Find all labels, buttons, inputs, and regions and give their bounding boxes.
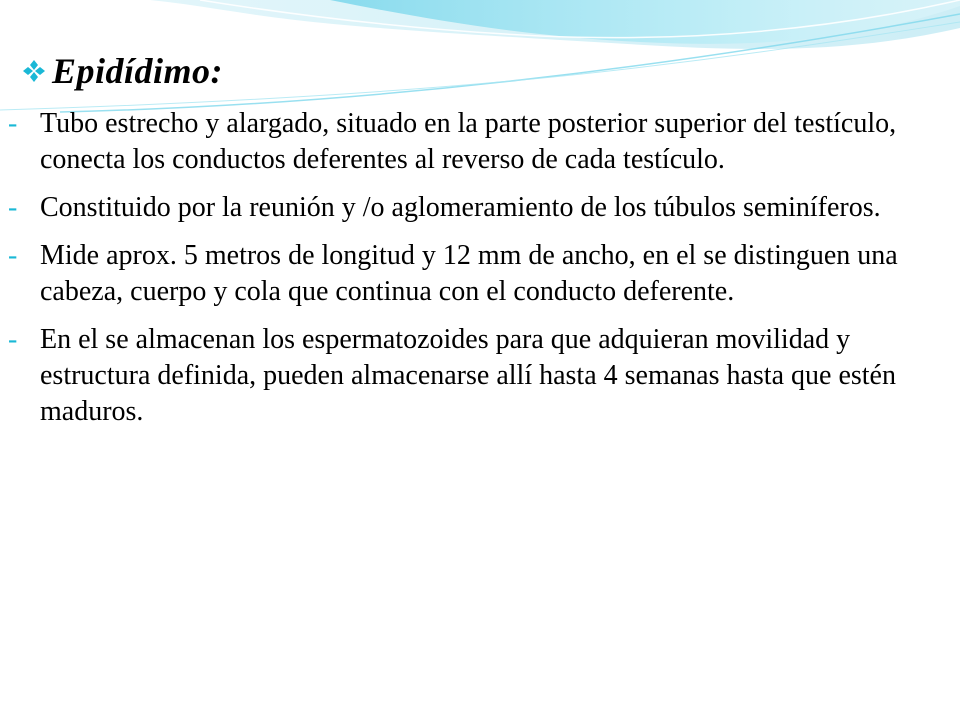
bullet-dash: - [8, 192, 18, 223]
list-item [8, 106, 938, 178]
bullet-dash: - [8, 324, 18, 355]
list-item-text: Constituido por la reunión y /o aglomeramiento de los túbulos seminíferos. [40, 192, 881, 223]
bullet-dash: - [8, 240, 18, 271]
bullet-list [8, 106, 938, 442]
list-item [8, 322, 938, 430]
bullet-dash: - [8, 108, 18, 139]
list-item-text: En el se almacenan los espermatozoides para que adquieran movilidad y estructura definida, pueden almacenarse allí hasta 4 semanas hasta que estén maduros. [40, 324, 896, 427]
list-item [8, 238, 938, 310]
title-row [22, 44, 223, 98]
list-item [8, 190, 938, 226]
slide-title: Epidídimo: [52, 51, 224, 91]
diamond-four-petal-bullet-icon [22, 59, 46, 83]
list-item-text: Tubo estrecho y alargado, situado en la parte posterior superior del testículo, conecta los conductos deferentes al reverso de cada testículo. [40, 108, 897, 175]
list-item-text: Mide aprox. 5 metros de longitud y 12 mm de ancho, en el se distinguen una cabeza, cuerpo y cola que continua con el conducto deferente. [40, 240, 898, 307]
